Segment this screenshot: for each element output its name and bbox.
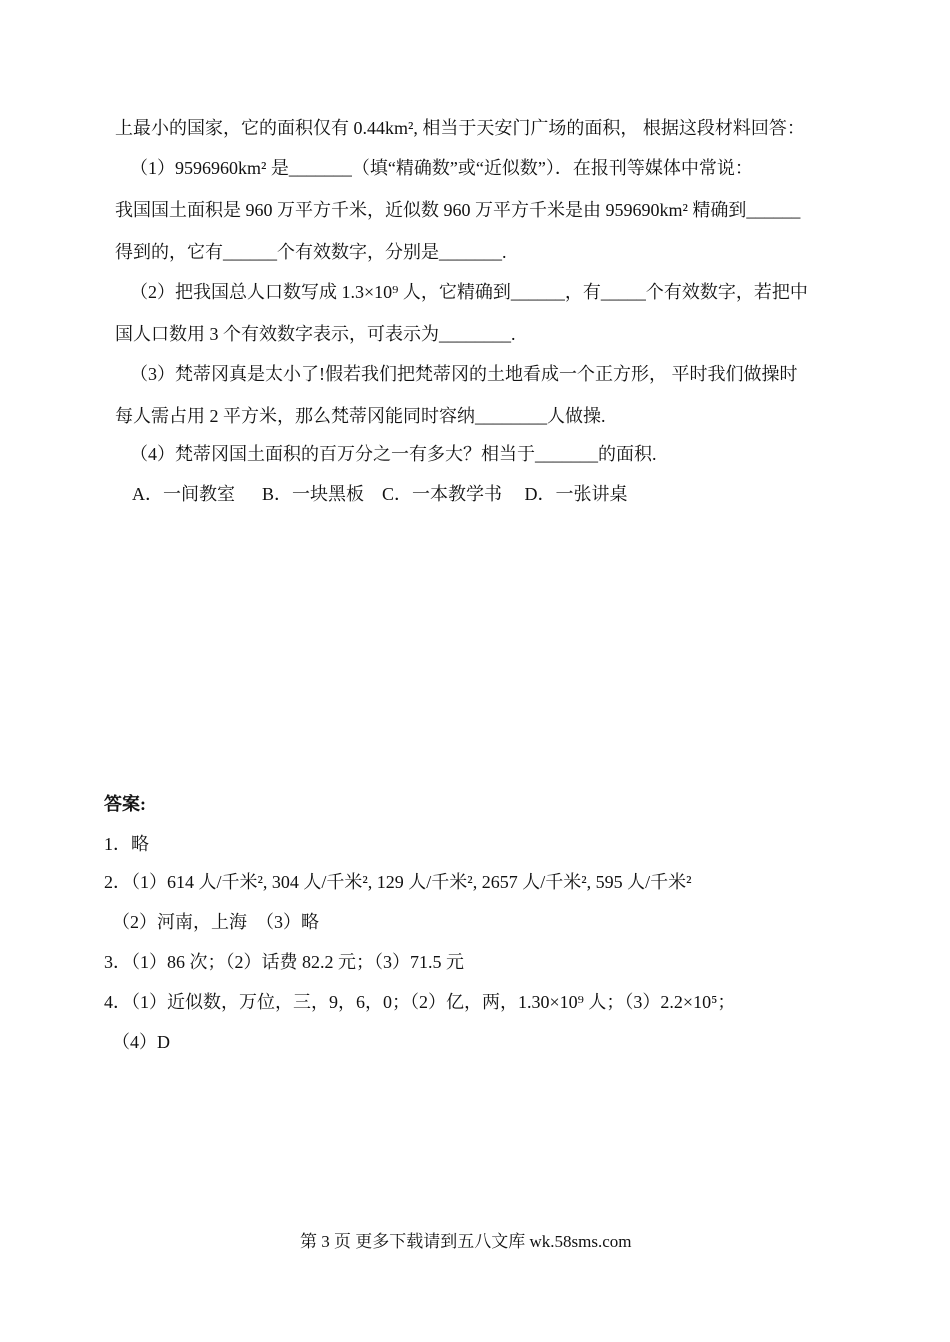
question-1-line-1: （1）9596960km² 是_______（填“精确数”或“近似数”）．在报刊等媒体中常说： [130,158,753,178]
answer-2-line-1: 2．（1）614 人/千米², 304 人/千米², 129 人/千米², 2657 人/千米², 595 人/千米² [104,872,692,892]
answers-heading: 答案: [104,794,146,814]
question-3-line-2: 每人需占用 2 平方米，那么梵蒂冈能同时容纳________人做操. [115,406,606,426]
answer-4-line-2: （4）D [112,1032,170,1052]
answer-2-line-2: （2）河南，上海 （3）略 [112,912,319,932]
question-1-line-2: 我国国土面积是 960 万平方千米，近似数 960 万平方千米是由 959690km² 精确到______ [115,200,801,220]
material-intro-line: 上最小的国家，它的面积仅有 0.44km², 相当于天安门广场的面积， 根据这段材料回答： [115,118,805,138]
question-4-line: （4）梵蒂冈国土面积的百万分之一有多大？相当于_______的面积. [130,444,657,464]
answer-4-line-1: 4．（1）近似数，万位，三，9，6，0；（2）亿，两，1.30×10⁹ 人；（3）2.2×10⁵； [104,992,736,1012]
question-4-options: A．一间教室 B．一块黑板 C．一本教学书 D．一张讲桌 [132,484,628,504]
question-2-line-1: （2）把我国总人口数写成 1.3×10⁹ 人，它精确到______，有_____个有效数字，若把中 [130,282,808,302]
answer-1: 1．略 [104,834,149,854]
question-1-line-3: 得到的，它有______个有效数字，分别是_______. [115,242,507,262]
answer-3: 3．（1）86 次；（2）话费 82.2 元；（3）71.5 元 [104,952,464,972]
question-3-line-1: （3）梵蒂冈真是太小了!假若我们把梵蒂冈的土地看成一个正方形， 平时我们做操时 [130,364,798,384]
page-footer: 第 3 页 更多下载请到五八文库 wk.58sms.com [300,1232,632,1251]
question-2-line-2: 国人口数用 3 个有效数字表示，可表示为________. [115,324,516,344]
